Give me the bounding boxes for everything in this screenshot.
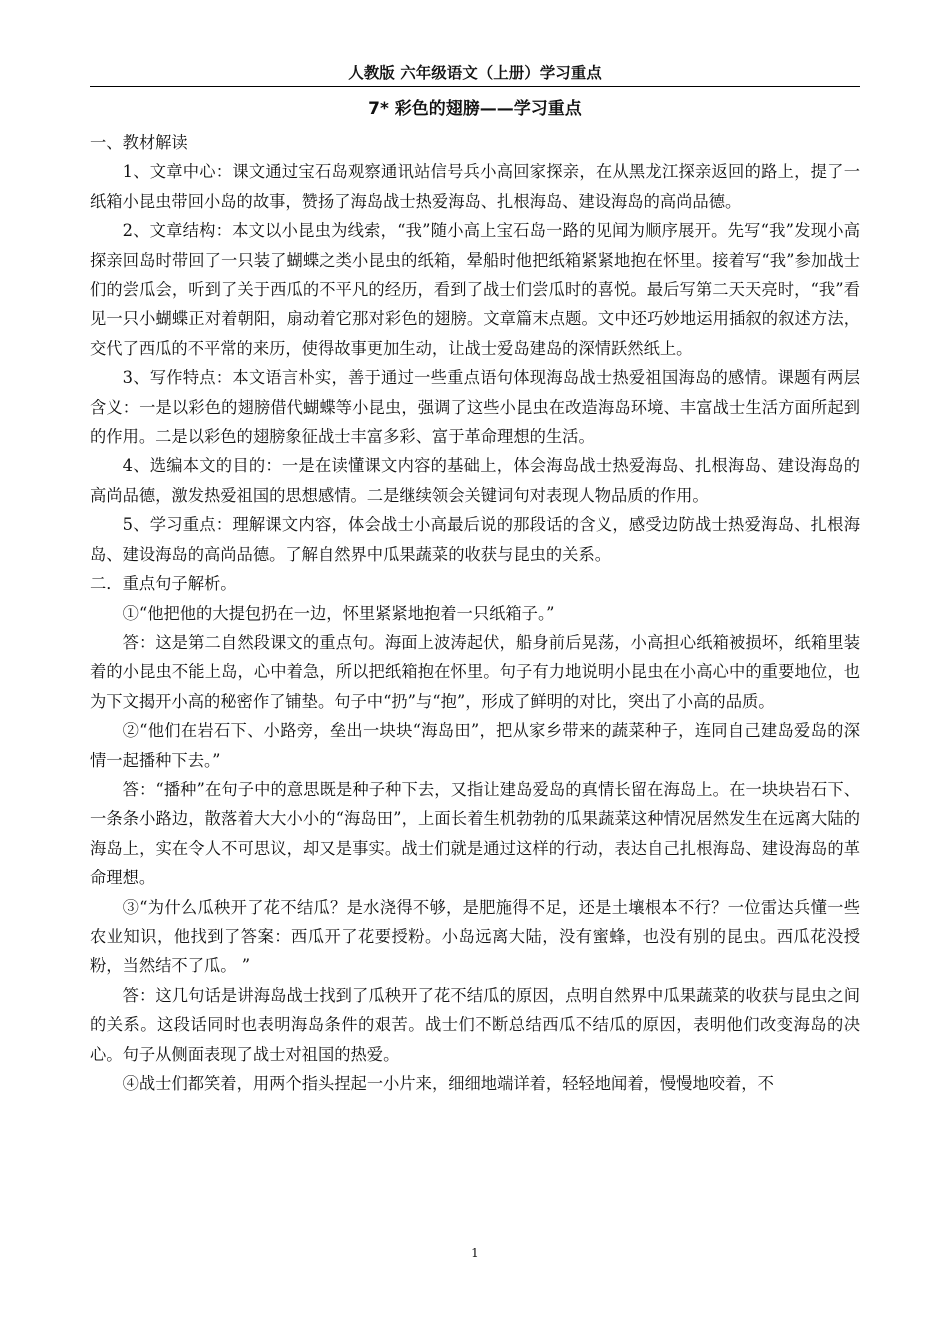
- paragraph-focus: 5、学习重点：理解课文内容，体会战士小高最后说的那段话的含义，感受边防战士热爱海岛、扎根海岛、建设海岛的高尚品德。了解自然界中瓜果蔬菜的收获与昆虫的关系。: [90, 515, 860, 564]
- sentence-answer-1: 答：这是第二自然段课文的重点句。海面上波涛起伏，船身前后晃荡，小高担心纸箱被损坏，纸箱里装着的小昆虫不能上岛，心中着急，所以把纸箱抱在怀里。句子有力地说明小昆虫在小高心中的重要地位，也为下文揭开小高的秘密作了铺垫。句子中“扔”与“抱”，形成了鲜明的对比，突出了小高的品质。: [90, 632, 860, 711]
- sentence-quote-3: ③“为什么瓜秧开了花不结瓜？是水浇得不够，是肥施得不足，还是土壤根本不行？一位雷达兵懂一些农业知识，他找到了答案：西瓜开了花要授粉。小岛远离大陆，没有蜜蜂，也没有别的昆虫。西瓜花没授粉，当然结不了瓜。 ”: [90, 897, 860, 976]
- header-rule: [90, 86, 860, 87]
- paragraph-structure: 2、文章结构：本文以小昆虫为线索，“我”随小高上宝石岛一路的见闻为顺序展开。先写“我”发现小高探亲回岛时带回了一只装了蝴蝶之类小昆虫的纸箱，晕船时他把纸箱紧紧地抱在怀里。接着写“我”参加战士们的尝瓜会，听到了关于西瓜的不平凡的经历，看到了战士们尝瓜时的喜悦。最后写第二天天亮时，“我”看见一只小蝴蝶正对着朝阳，扇动着它那对彩色的翅膀。文章篇末点题。文中还巧妙地运用插叙的叙述方法，交代了西瓜的不平常的来历，使得故事更加生动，让战士爱岛建岛的深情跃然纸上。: [90, 221, 860, 358]
- document-body: [90, 128, 860, 1098]
- sentence-answer-3: 答：这几句话是讲海岛战士找到了瓜秧开了花不结瓜的原因，点明自然界中瓜果蔬菜的收获与昆虫之间的关系。这段话同时也表明海岛条件的艰苦。战士们不断总结西瓜不结瓜的原因，表明他们改变海岛的决心。句子从侧面表现了战士对祖国的热爱。: [90, 985, 860, 1064]
- section-heading-2: 二．重点句子解析。: [90, 574, 237, 594]
- sentence-quote-4: ④战士们都笑着，用两个指头捏起一小片来，细细地端详着，轻轻地闻着，慢慢地咬着，不: [122, 1074, 774, 1093]
- sentence-answer-2: 答：“播种”在句子中的意思既是种子种下去，又指让建岛爱岛的真情长留在海岛上。在一块块岩石下、一条条小路边，散落着大大小小的“海岛田”，上面长着生机勃勃的瓜果蔬菜这种情况居然发生在远离大陆的海岛上，实在令人不可思议，却又是事实。战士们就是通过这样的行动，表达自己扎根海岛、建设海岛的革命理想。: [90, 779, 860, 888]
- page-title: 7* 彩色的翅膀——学习重点: [368, 99, 582, 119]
- paragraph-features: 3、写作特点：本文语言朴实，善于通过一些重点语句体现海岛战士热爱祖国海岛的感情。课题有两层含义：一是以彩色的翅膀借代蝴蝶等小昆虫，强调了这些小昆虫在改造海岛环境、丰富战士生活方面所起到的作用。二是以彩色的翅膀象征战士丰富多彩、富于革命理想的生活。: [90, 368, 860, 447]
- section-heading-1: 一、教材解读: [90, 133, 188, 152]
- paragraph-center: 1、文章中心：课文通过宝石岛观察通讯站信号兵小高回家探亲，在从黑龙江探亲返回的路上，提了一纸箱小昆虫带回小岛的故事，赞扬了海岛战士热爱海岛、扎根海岛、建设海岛的高尚品德。: [90, 162, 860, 211]
- paragraph-purpose: 4、选编本文的目的：一是在读懂课文内容的基础上，体会海岛战士热爱海岛、扎根海岛、建设海岛的高尚品德，激发热爱祖国的思想感情。二是继续领会关键词句对表现人物品质的作用。: [90, 456, 860, 505]
- sentence-quote-2: ②“他们在岩石下、小路旁，垒出一块块“海岛田”，把从家乡带来的蔬菜种子，连同自己建岛爱岛的深情一起播种下去。”: [90, 721, 860, 770]
- page-number: 1: [471, 1246, 479, 1260]
- page-header: 人教版 六年级语文（上册）学习重点: [348, 64, 602, 82]
- sentence-quote-1: ①“他把他的大提包扔在一边，怀里紧紧地抱着一只纸箱子。”: [122, 603, 555, 623]
